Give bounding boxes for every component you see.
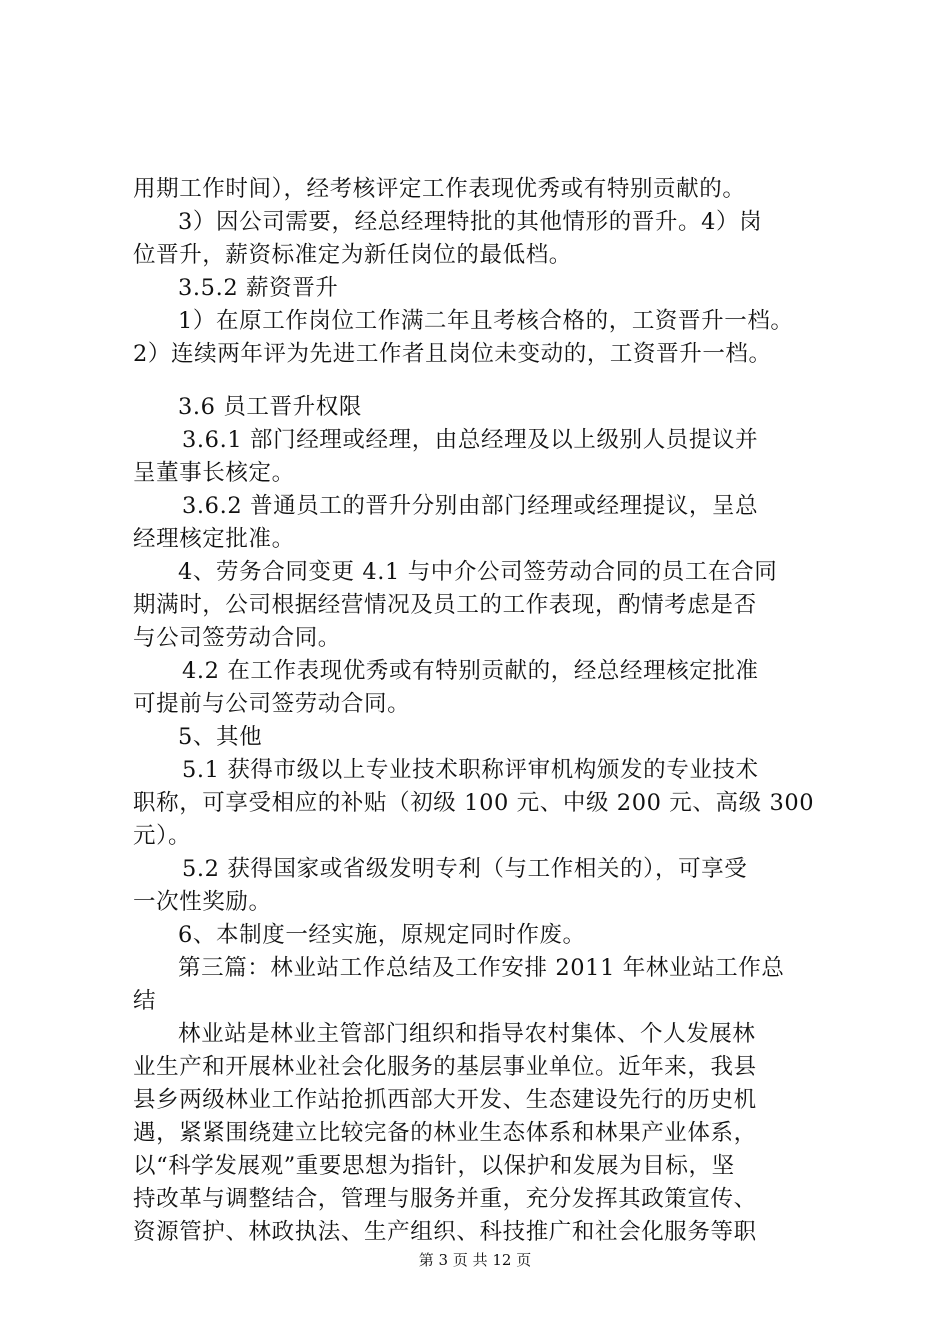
text-line: 一次性奖励。 xyxy=(133,889,272,915)
text-line: 呈董事长核定。 xyxy=(133,460,295,486)
page-footer: 第 3 页 共 12 页 xyxy=(418,1251,532,1269)
text-line: 县乡两级林业工作站抢抓西部大开发、生态建设先行的历史机 xyxy=(133,1087,757,1113)
text-line: 5.2 获得国家或省级发明专利（与工作相关的），可享受 xyxy=(182,856,748,882)
text-line: 遇，紧紧围绕建立比较完备的林业生态体系和林果产业体系， xyxy=(133,1120,757,1146)
text-line: 期满时，公司根据经营情况及员工的工作表现，酌情考虑是否 xyxy=(133,592,757,618)
text-line: 3.6.2 普通员工的晋升分别由部门经理或经理提议，呈总 xyxy=(182,493,759,519)
text-line: 3.6.1 部门经理或经理，由总经理及以上级别人员提议并 xyxy=(182,427,759,453)
text-line: 经理核定批准。 xyxy=(133,526,295,552)
text-line: 结 xyxy=(133,988,157,1014)
text-line: 业生产和开展林业社会化服务的基层事业单位。近年来，我县 xyxy=(133,1054,757,1080)
text-line: 6、本制度一经实施，原规定同时作废。 xyxy=(178,922,586,948)
text-line: 持改革与调整结合，管理与服务并重，充分发挥其政策宣传、 xyxy=(133,1186,757,1212)
text-line: 第三篇：林业站工作总结及工作安排 2011 年林业站工作总 xyxy=(178,955,785,981)
text-line: 2）连续两年评为先进工作者且岗位未变动的，工资晋升一档。 xyxy=(133,341,772,367)
text-line: 3.5.2 薪资晋升 xyxy=(178,275,339,301)
text-line: 3）因公司需要，经总经理特批的其他情形的晋升。4）岗 xyxy=(178,209,763,235)
text-line: 5.1 获得市级以上专业技术职称评审机构颁发的专业技术 xyxy=(182,757,759,783)
text-line: 元）。 xyxy=(133,823,192,849)
text-line: 与公司签劳动合同。 xyxy=(133,625,341,651)
text-line: 4、劳务合同变更 4.1 与中介公司签劳动合同的员工在合同 xyxy=(178,559,778,585)
text-line: 职称，可享受相应的补贴（初级 100 元、中级 200 元、高级 300 xyxy=(133,790,815,816)
text-line: 林业站是林业主管部门组织和指导农村集体、个人发展林 xyxy=(178,1021,756,1047)
text-line: 4.2 在工作表现优秀或有特别贡献的，经总经理核定批准 xyxy=(182,658,759,684)
text-line: 位晋升，薪资标准定为新任岗位的最低档。 xyxy=(133,242,572,268)
text-line: 资源管护、林政执法、生产组织、科技推广和社会化服务等职 xyxy=(133,1219,757,1245)
text-line: 5、其他 xyxy=(178,724,263,750)
text-line: 3.6 员工晋升权限 xyxy=(178,394,362,420)
text-line: 1）在原工作岗位工作满二年且考核合格的，工资晋升一档。 xyxy=(178,308,794,334)
text-line: 可提前与公司签劳动合同。 xyxy=(133,691,411,717)
text-line: 用期工作时间），经考核评定工作表现优秀或有特别贡献的。 xyxy=(133,176,746,202)
text-line: 以“科学发展观”重要思想为指针，以保护和发展为目标，坚 xyxy=(133,1153,735,1179)
